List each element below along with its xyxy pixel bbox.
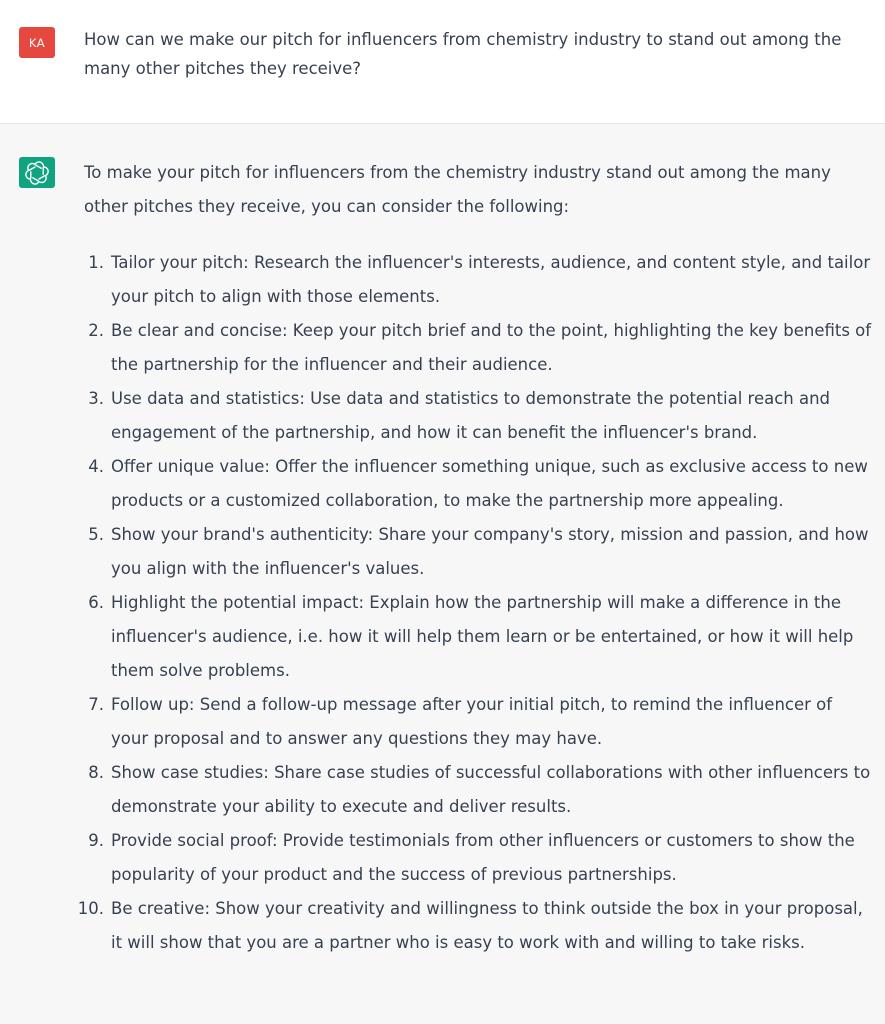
list-item: Highlight the potential impact: Explain how the partnership will make a difference in the influencer's audience, i.e. how it will help them learn or be entertained, or how it will help them solve problems. bbox=[111, 593, 854, 680]
list-item: Show your brand's authenticity: Share your company's story, mission and passion, and how you align with the influencer's values. bbox=[111, 525, 869, 578]
assistant-message-row bbox=[0, 124, 885, 1024]
user-message-row bbox=[0, 0, 885, 124]
list-item: Show case studies: Share case studies of successful collaborations with other influencers to demonstrate your ability to execute and deliver results. bbox=[111, 763, 871, 816]
list-item: Be clear and concise: Keep your pitch brief and to the point, highlighting the key benefits of the partnership for the influencer and their audience. bbox=[111, 321, 872, 374]
assistant-message-text bbox=[84, 156, 874, 960]
list-item: Use data and statistics: Use data and statistics to demonstrate the potential reach and engagement of the partnership, and how it can benefit the influencer's brand. bbox=[111, 389, 831, 442]
list-item: Be creative: Show your creativity and willingness to think outside the box in your proposal, it will show that you are a partner who is easy to work with and willing to take risks. bbox=[111, 899, 863, 952]
list-item: Provide social proof: Provide testimonials from other influencers or customers to show the popularity of your product and the success of previous partnerships. bbox=[111, 831, 855, 884]
list-item: Offer unique value: Offer the influencer something unique, such as exclusive access to new products or a customized collaboration, to make the partnership more appealing. bbox=[111, 457, 868, 510]
list-item: Tailor your pitch: Research the influencer's interests, audience, and content style, and tailor your pitch to align with those elements. bbox=[111, 253, 871, 306]
user-message-text: How can we make our pitch for influencers from chemistry industry to stand out among the many other pitches they receive? bbox=[84, 30, 842, 78]
tips-list bbox=[84, 246, 874, 960]
openai-logo-icon bbox=[25, 161, 49, 185]
assistant-avatar bbox=[19, 157, 55, 188]
list-item: Follow up: Send a follow-up message after your initial pitch, to remind the influencer of your proposal and to answer any questions they may have. bbox=[111, 695, 833, 748]
assistant-intro: To make your pitch for influencers from the chemistry industry stand out among the many other pitches they receive, you can consider the following: bbox=[84, 163, 831, 216]
user-avatar: KA bbox=[19, 27, 55, 58]
